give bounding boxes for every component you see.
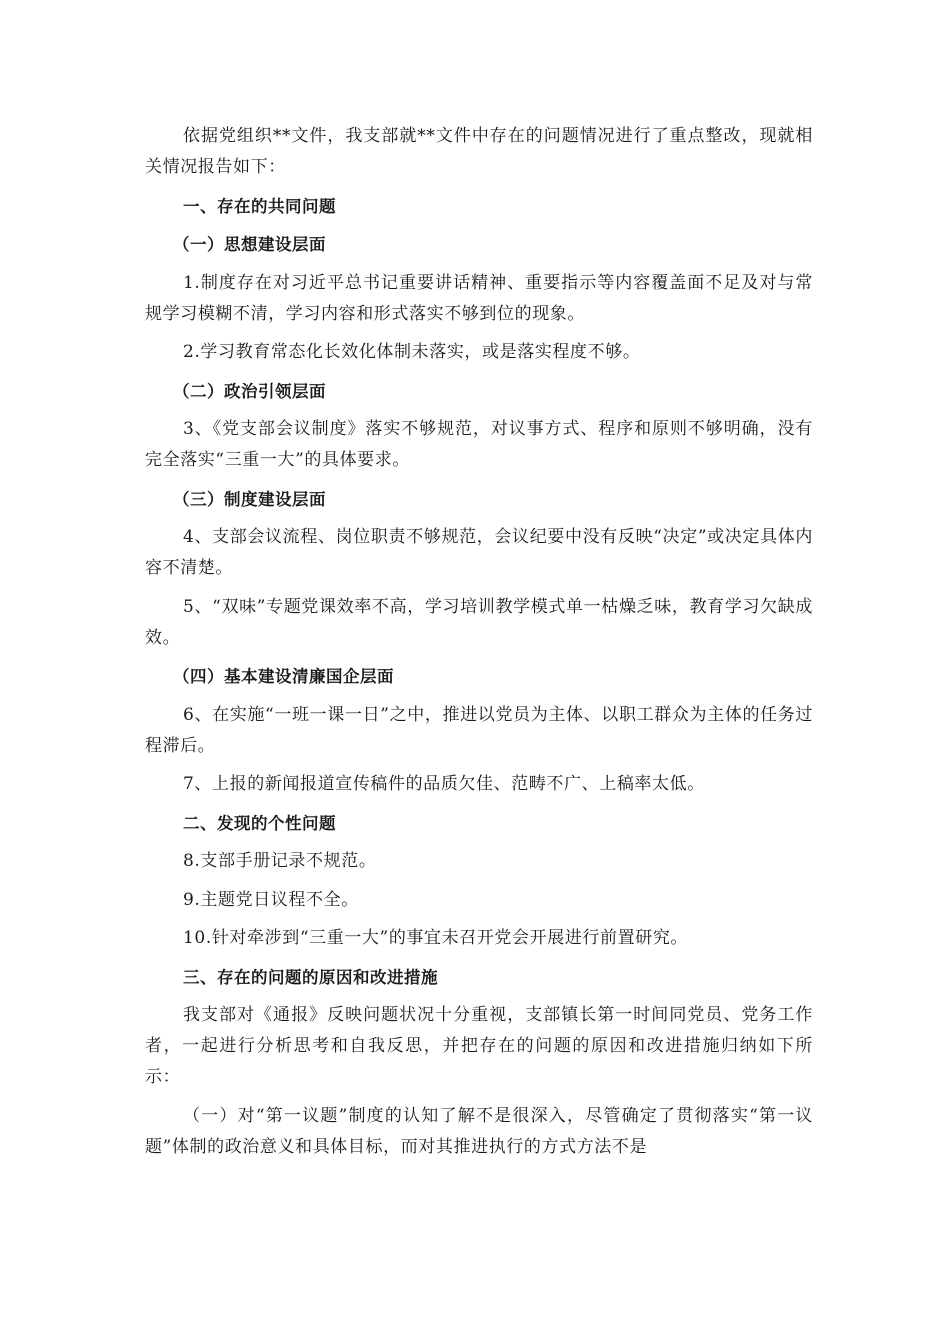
section-heading-1: 一、存在的共同问题 xyxy=(183,196,336,216)
subsection-heading-4: （四）基本建设清廉国企层面 xyxy=(173,667,394,686)
intro-paragraph: 依据党组织**文件，我支部就**文件中存在的问题情况进行了重点整改，现就相关情况报告如下： xyxy=(145,126,813,177)
subsection-heading-3: （三）制度建设层面 xyxy=(173,489,326,509)
section-heading-2: 二、发现的个性问题 xyxy=(183,813,336,833)
paragraph-6: 6、在实施“一班一课一日”之中，推进以党员为主体、以职工群众为主体的任务过程滞后。 xyxy=(145,704,813,756)
paragraph-9: 9.主题党日议程不全。 xyxy=(183,889,359,910)
paragraph-12: （一）对“第一议题”制度的认知了解不是很深入，尽管确定了贯彻落实“第一议题”体制的政治意义和具体目标，而对其推进执行的方式方法不是 xyxy=(145,1105,813,1157)
paragraph-2: 2.学习教育常态化长效化体制未落实，或是落实程度不够。 xyxy=(183,342,641,362)
document-page xyxy=(145,121,813,1170)
paragraph-11: 我支部对《通报》反映问题状况十分重视，支部镇长第一时间同党员、党务工作者，一起进行分析思考和自我反思，并把存在的问题的原因和改进措施归纳如下所示： xyxy=(145,1005,813,1087)
subsection-heading-2: （二）政治引领层面 xyxy=(173,381,326,401)
paragraph-5: 5、“双味”专题党课效率不高，学习培训教学模式单一枯燥乏味，教育学习欠缺成效。 xyxy=(145,596,813,648)
subsection-heading-1: （一）思想建设层面 xyxy=(173,235,326,254)
paragraph-10: 10.针对牵涉到“三重一大”的事宜未召开党会开展进行前置研究。 xyxy=(183,928,689,948)
section-heading-3: 三、存在的问题的原因和改进措施 xyxy=(183,967,438,987)
paragraph-7: 7、上报的新闻报道宣传稿件的品质欠佳、范畴不广、上稿率太低。 xyxy=(183,774,705,794)
paragraph-8: 8.支部手册记录不规范。 xyxy=(183,851,377,871)
paragraph-3: 3、《党支部会议制度》落实不够规范，对议事方式、程序和原则不够明确，没有完全落实“三重一大”的具体要求。 xyxy=(145,419,813,470)
paragraph-1: 1.制度存在对习近平总书记重要讲话精神、重要指示等内容覆盖面不足及对与常规学习模糊不清，学习内容和形式落实不够到位的现象。 xyxy=(145,272,813,324)
paragraph-4: 4、支部会议流程、岗位职责不够规范，会议纪要中没有反映“决定”或决定具体内容不清楚。 xyxy=(145,527,813,578)
